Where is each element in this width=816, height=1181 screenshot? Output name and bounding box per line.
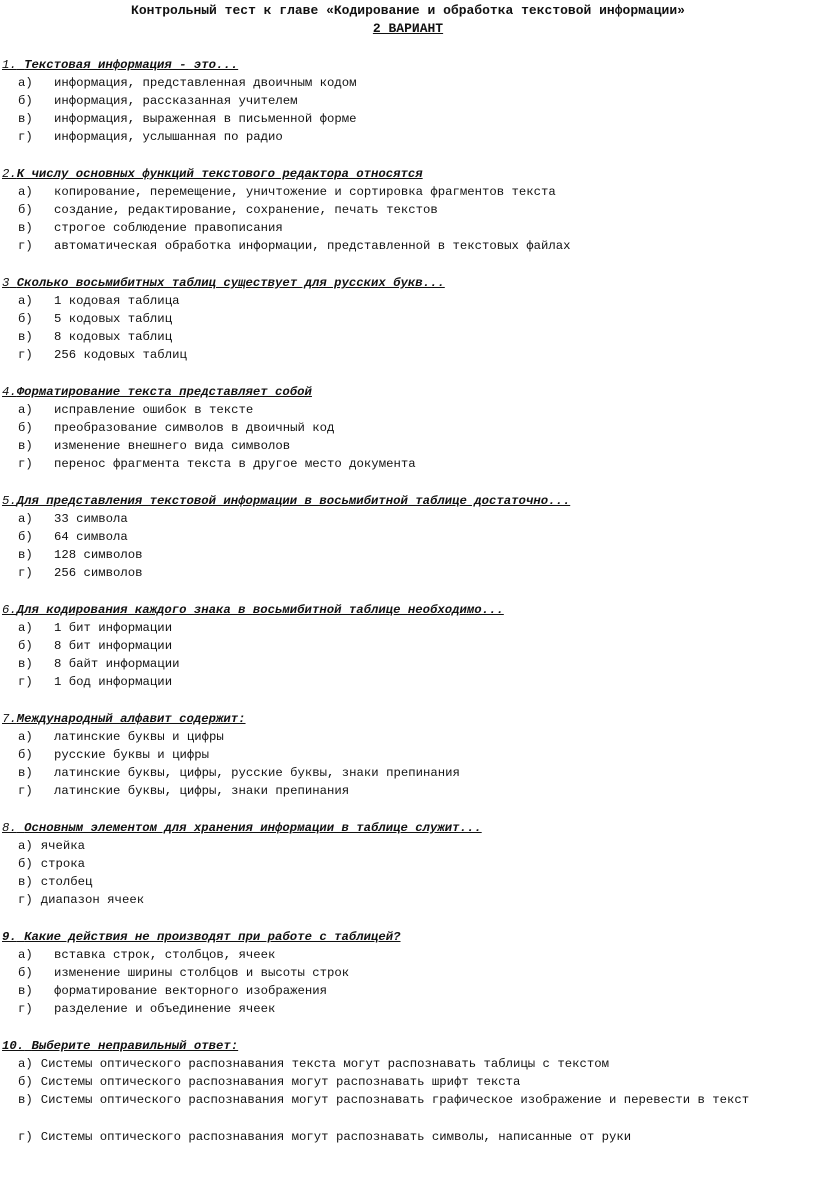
answer-text: 8 бит информации xyxy=(54,639,173,653)
answer-letter: а) xyxy=(18,839,33,853)
answer-letter: б) xyxy=(18,1075,33,1089)
answer-option xyxy=(18,764,460,782)
answer-letter: б) xyxy=(18,203,33,217)
answer-text: информация, услышанная по радио xyxy=(54,130,283,144)
answer-option xyxy=(18,219,283,237)
answer-option xyxy=(18,655,179,673)
answer-letter: а) xyxy=(18,512,33,526)
answer-text: латинские буквы, цифры, русские буквы, знаки препинания xyxy=(54,766,460,780)
answer-letter: а) xyxy=(18,621,33,635)
question-number: 10. xyxy=(2,1039,25,1053)
answer-text: Системы оптического распознавания могут распознавать шрифт текста xyxy=(40,1075,521,1089)
answer-letter: в) xyxy=(18,984,33,998)
answer-letter: г) xyxy=(18,566,33,580)
answer-letter: г) xyxy=(18,675,33,689)
question-number: 5. xyxy=(2,494,17,508)
variant-label: 2 ВАРИАНТ xyxy=(372,21,444,36)
question-title xyxy=(2,56,238,74)
answer-letter: в) xyxy=(18,875,33,889)
answer-option xyxy=(18,728,224,746)
question-number: 3 xyxy=(2,276,10,290)
answer-option xyxy=(18,964,349,982)
answer-text: 256 символов xyxy=(54,566,143,580)
answer-letter: в) xyxy=(18,1093,33,1107)
answer-letter: б) xyxy=(18,94,33,108)
answer-option xyxy=(18,292,179,310)
answer-option xyxy=(18,891,144,909)
question-title xyxy=(2,710,246,728)
answer-letter: г) xyxy=(18,893,33,907)
answer-letter: г) xyxy=(18,130,33,144)
answer-text: строгое соблюдение правописания xyxy=(54,221,283,235)
answer-option xyxy=(18,1000,275,1018)
question-number: 6. xyxy=(2,603,17,617)
answer-text: создание, редактирование, сохранение, печать текстов xyxy=(54,203,438,217)
question-title xyxy=(2,165,423,183)
answer-option xyxy=(18,401,253,419)
page-title: Контрольный тест к главе «Кодирование и обработка текстовой информации» xyxy=(131,3,685,18)
answer-letter: г) xyxy=(18,1130,33,1144)
answer-letter: в) xyxy=(18,112,33,126)
question-text: Текстовая информация - это... xyxy=(24,58,239,72)
answer-letter: а) xyxy=(18,403,33,417)
answer-option xyxy=(18,437,290,455)
answer-text: 128 символов xyxy=(54,548,143,562)
answer-text: 1 кодовая таблица xyxy=(54,294,180,308)
question-text: Для представления текстовой информации в восьмибитной таблице достаточно... xyxy=(16,494,571,508)
answer-text: изменение ширины столбцов и высоты строк xyxy=(54,966,350,980)
answer-option xyxy=(18,455,416,473)
answer-text: 5 кодовых таблиц xyxy=(54,312,173,326)
answer-letter: а) xyxy=(18,1057,33,1071)
answer-letter: г) xyxy=(18,239,33,253)
answer-option xyxy=(18,873,92,891)
answer-option xyxy=(18,201,438,219)
question-title xyxy=(2,274,445,292)
answer-letter: б) xyxy=(18,639,33,653)
answer-text: преобразование символов в двоичный код xyxy=(54,421,335,435)
answer-letter: а) xyxy=(18,948,33,962)
answer-text: 256 кодовых таблиц xyxy=(54,348,187,362)
answer-text: автоматическая обработка информации, представленной в текстовых файлах xyxy=(54,239,571,253)
answer-option xyxy=(18,855,85,873)
answer-option xyxy=(18,510,128,528)
answer-text: информация, представленная двоичным кодом xyxy=(54,76,357,90)
question-text: Выберите неправильный ответ: xyxy=(31,1039,239,1053)
answer-text: Системы оптического распознавания могут распознавать символы, написанные от руки xyxy=(40,1130,632,1144)
answer-text: 8 кодовых таблиц xyxy=(54,330,173,344)
question-number: 8. xyxy=(2,821,17,835)
question-text: Основным элементом для хранения информации в таблице служит... xyxy=(24,821,482,835)
answer-text: Системы оптического распознавания текста могут распознавать таблицы с текстом xyxy=(40,1057,609,1071)
answer-letter: а) xyxy=(18,294,33,308)
answer-text: Системы оптического распознавания могут распознавать графическое изображение и перевести в текст xyxy=(40,1093,750,1107)
answer-text: копирование, перемещение, уничтожение и сортировка фрагментов текста xyxy=(54,185,556,199)
answer-option xyxy=(18,74,357,92)
variant-heading xyxy=(0,20,816,38)
answer-text: латинские буквы, цифры, знаки препинания xyxy=(54,784,350,798)
answer-text: 1 бод информации xyxy=(54,675,173,689)
answer-text: латинские буквы и цифры xyxy=(54,730,224,744)
answer-text: исправление ошибок в тексте xyxy=(54,403,254,417)
answer-option xyxy=(18,1073,520,1091)
answer-letter: г) xyxy=(18,348,33,362)
answer-option xyxy=(18,637,172,655)
answer-letter: б) xyxy=(18,421,33,435)
answer-text: 8 байт информации xyxy=(54,657,180,671)
answer-option xyxy=(18,837,85,855)
answer-letter: б) xyxy=(18,312,33,326)
answer-text: строка xyxy=(40,857,86,871)
answer-text: 64 символа xyxy=(54,530,128,544)
answer-option xyxy=(18,673,172,691)
answer-option xyxy=(18,746,209,764)
answer-text: 33 символа xyxy=(54,512,128,526)
question-text: Форматирование текста представляет собой xyxy=(16,385,312,399)
answer-option xyxy=(18,110,357,128)
question-number: 4. xyxy=(2,385,17,399)
answer-option xyxy=(18,946,275,964)
answer-letter: г) xyxy=(18,784,33,798)
answer-option xyxy=(18,619,172,637)
answer-text: столбец xyxy=(40,875,93,889)
answer-option xyxy=(18,183,556,201)
question-title xyxy=(2,1037,238,1055)
answer-letter: в) xyxy=(18,439,33,453)
answer-option xyxy=(18,419,334,437)
question-title xyxy=(2,928,401,946)
answer-option xyxy=(18,237,571,255)
answer-option xyxy=(18,1091,798,1109)
question-title xyxy=(2,492,570,510)
answer-text: ячейка xyxy=(40,839,86,853)
answer-letter: б) xyxy=(18,857,33,871)
answer-letter: г) xyxy=(18,1002,33,1016)
answer-option xyxy=(18,546,143,564)
answer-text: разделение и объединение ячеек xyxy=(54,1002,276,1016)
answer-letter: в) xyxy=(18,657,33,671)
answer-text: информация, выраженная в письменной форме xyxy=(54,112,357,126)
answer-option xyxy=(18,982,327,1000)
answer-text: изменение внешнего вида символов xyxy=(54,439,291,453)
question-number: 1. xyxy=(2,58,17,72)
question-text: Международный алфавит содержит: xyxy=(16,712,246,726)
answer-option xyxy=(18,782,349,800)
question-title xyxy=(2,819,482,837)
answer-text: русские буквы и цифры xyxy=(54,748,209,762)
answer-option xyxy=(18,564,143,582)
question-text: Для кодирования каждого знака в восьмибитной таблице необходимо... xyxy=(16,603,504,617)
answer-text: форматирование векторного изображения xyxy=(54,984,328,998)
question-number: 9. xyxy=(2,930,17,944)
question-text: Какие действия не производят при работе с таблицей? xyxy=(24,930,401,944)
answer-option xyxy=(18,1055,609,1073)
answer-letter: в) xyxy=(18,548,33,562)
answer-text: диапазон ячеек xyxy=(40,893,145,907)
question-number: 7. xyxy=(2,712,17,726)
answer-text: перенос фрагмента текста в другое место документа xyxy=(54,457,416,471)
answer-option xyxy=(18,346,187,364)
answer-option xyxy=(18,528,128,546)
answer-letter: б) xyxy=(18,530,33,544)
answer-letter: б) xyxy=(18,748,33,762)
answer-text: вставка строк, столбцов, ячеек xyxy=(54,948,276,962)
answer-letter: а) xyxy=(18,730,33,744)
answer-letter: в) xyxy=(18,221,33,235)
question-text: Сколько восьмибитных таблиц существует для русских букв... xyxy=(16,276,445,290)
answer-option xyxy=(18,128,283,146)
answer-letter: в) xyxy=(18,330,33,344)
answer-text: 1 бит информации xyxy=(54,621,173,635)
answer-option xyxy=(18,328,172,346)
answer-letter: а) xyxy=(18,76,33,90)
question-number: 2. xyxy=(2,167,17,181)
question-title xyxy=(2,601,504,619)
answer-letter: а) xyxy=(18,185,33,199)
answer-letter: г) xyxy=(18,457,33,471)
answer-option xyxy=(18,310,172,328)
answer-letter: б) xyxy=(18,966,33,980)
answer-option xyxy=(18,1128,631,1146)
answer-text: информация, рассказанная учителем xyxy=(54,94,298,108)
question-text: К числу основных функций текстового редактора относятся xyxy=(16,167,423,181)
answer-option xyxy=(18,92,298,110)
question-title xyxy=(2,383,312,401)
answer-letter: в) xyxy=(18,766,33,780)
